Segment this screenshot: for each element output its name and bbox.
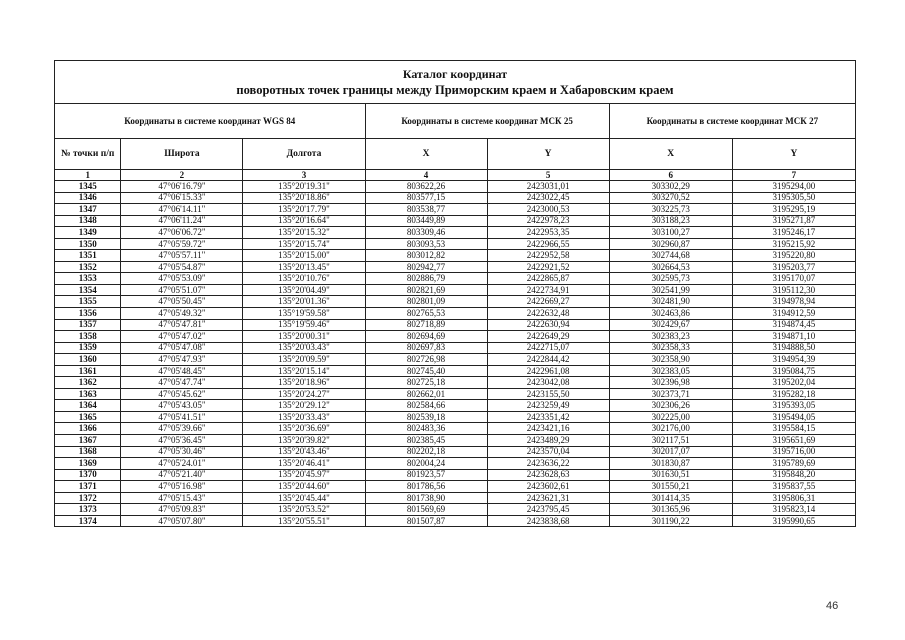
point-number-cell: 1350	[55, 238, 121, 250]
column-header-longitude: Долгота	[243, 139, 365, 170]
x-msk25-cell: 801507,87	[365, 515, 487, 527]
table-row	[55, 238, 856, 250]
latitude-cell: 47°05'16.98"	[121, 481, 243, 493]
x-msk27-cell: 302225,00	[609, 411, 732, 423]
x-msk25-cell: 802584,66	[365, 400, 487, 412]
y-msk25-cell: 2422953,35	[487, 227, 609, 239]
table-row	[55, 181, 856, 193]
x-msk27-cell: 301414,35	[609, 492, 732, 504]
y-msk27-cell: 3195220,80	[732, 250, 855, 262]
longitude-cell: 135°19'59.46"	[243, 319, 365, 331]
y-msk27-cell: 3195295,19	[732, 204, 855, 216]
column-header-point-no: № точки п/п	[55, 139, 121, 170]
x-msk27-cell: 302541,99	[609, 284, 732, 296]
table-row	[55, 261, 856, 273]
latitude-cell: 47°05'47.74"	[121, 377, 243, 389]
x-msk27-cell: 302396,98	[609, 377, 732, 389]
x-msk25-cell: 801569,69	[365, 504, 487, 516]
x-msk27-cell: 302176,00	[609, 423, 732, 435]
y-msk25-cell: 2423259,49	[487, 400, 609, 412]
y-msk25-cell: 2423022,45	[487, 192, 609, 204]
y-msk27-cell: 3195393,05	[732, 400, 855, 412]
group-header-wgs84: Координаты в системе координат WGS 84	[55, 104, 366, 139]
longitude-cell: 135°20'43.46"	[243, 446, 365, 458]
column-header-y-msk27: Y	[732, 139, 855, 170]
latitude-cell: 47°05'47.81"	[121, 319, 243, 331]
longitude-cell: 135°20'16.64"	[243, 215, 365, 227]
point-number-cell: 1373	[55, 504, 121, 516]
x-msk25-cell: 802801,09	[365, 296, 487, 308]
y-msk25-cell: 2422921,52	[487, 261, 609, 273]
point-number-cell: 1355	[55, 296, 121, 308]
y-msk27-cell: 3195716,00	[732, 446, 855, 458]
longitude-cell: 135°20'18.96"	[243, 377, 365, 389]
longitude-cell: 135°20'17.79"	[243, 204, 365, 216]
point-number-cell: 1357	[55, 319, 121, 331]
y-msk27-cell: 3194871,10	[732, 331, 855, 343]
table-row	[55, 192, 856, 204]
x-msk27-cell: 303188,23	[609, 215, 732, 227]
x-msk25-cell: 802662,01	[365, 388, 487, 400]
x-msk25-cell: 802385,45	[365, 435, 487, 447]
y-msk27-cell: 3194954,39	[732, 354, 855, 366]
y-msk27-cell: 3195294,00	[732, 181, 855, 193]
x-msk27-cell: 302383,05	[609, 365, 732, 377]
y-msk27-cell: 3194888,50	[732, 342, 855, 354]
table-row	[55, 458, 856, 470]
column-header-y-msk25: Y	[487, 139, 609, 170]
x-msk25-cell: 803309,46	[365, 227, 487, 239]
y-msk25-cell: 2423155,50	[487, 388, 609, 400]
longitude-cell: 135°20'15.14"	[243, 365, 365, 377]
x-msk27-cell: 302373,71	[609, 388, 732, 400]
table-body	[55, 181, 856, 527]
x-msk27-cell: 303302,29	[609, 181, 732, 193]
x-msk27-cell: 302383,23	[609, 331, 732, 343]
y-msk27-cell: 3195651,69	[732, 435, 855, 447]
latitude-cell: 47°05'15.43"	[121, 492, 243, 504]
point-number-cell: 1354	[55, 284, 121, 296]
x-msk27-cell: 301190,22	[609, 515, 732, 527]
point-number-cell: 1348	[55, 215, 121, 227]
point-number-cell: 1371	[55, 481, 121, 493]
table-title-cell	[55, 61, 856, 104]
y-msk27-cell: 3195112,30	[732, 284, 855, 296]
x-msk27-cell: 301630,51	[609, 469, 732, 481]
x-msk27-cell: 301550,21	[609, 481, 732, 493]
x-msk25-cell: 801738,90	[365, 492, 487, 504]
point-number-cell: 1362	[55, 377, 121, 389]
latitude-cell: 47°06'15.33"	[121, 192, 243, 204]
longitude-cell: 135°20'46.41"	[243, 458, 365, 470]
point-number-cell: 1369	[55, 458, 121, 470]
x-msk27-cell: 303100,27	[609, 227, 732, 239]
latitude-cell: 47°05'36.45"	[121, 435, 243, 447]
longitude-cell: 135°20'53.52"	[243, 504, 365, 516]
table-row	[55, 331, 856, 343]
latitude-cell: 47°06'11.24"	[121, 215, 243, 227]
table-row	[55, 365, 856, 377]
latitude-cell: 47°05'47.08"	[121, 342, 243, 354]
longitude-cell: 135°20'15.32"	[243, 227, 365, 239]
x-msk25-cell: 802725,18	[365, 377, 487, 389]
longitude-cell: 135°20'18.86"	[243, 192, 365, 204]
x-msk27-cell: 302481,90	[609, 296, 732, 308]
y-msk27-cell: 3195271,87	[732, 215, 855, 227]
x-msk27-cell: 303225,73	[609, 204, 732, 216]
x-msk25-cell: 803093,53	[365, 238, 487, 250]
y-msk25-cell: 2422978,23	[487, 215, 609, 227]
y-msk27-cell: 3195806,31	[732, 492, 855, 504]
longitude-cell: 135°20'09.59"	[243, 354, 365, 366]
group-header-msk27: Координаты в системе координат МСК 27	[609, 104, 855, 139]
y-msk27-cell: 3195305,50	[732, 192, 855, 204]
point-number-cell: 1360	[55, 354, 121, 366]
latitude-cell: 47°05'59.72"	[121, 238, 243, 250]
x-msk25-cell: 802718,89	[365, 319, 487, 331]
latitude-cell: 47°05'24.01"	[121, 458, 243, 470]
x-msk27-cell: 302358,33	[609, 342, 732, 354]
point-number-cell: 1345	[55, 181, 121, 193]
column-header-x-msk25: X	[365, 139, 487, 170]
longitude-cell: 135°20'13.45"	[243, 261, 365, 273]
point-number-cell: 1364	[55, 400, 121, 412]
latitude-cell: 47°05'53.09"	[121, 273, 243, 285]
table-row	[55, 284, 856, 296]
y-msk27-cell: 3195848,20	[732, 469, 855, 481]
y-msk27-cell: 3195084,75	[732, 365, 855, 377]
longitude-cell: 135°20'45.97"	[243, 469, 365, 481]
y-msk27-cell: 3195246,17	[732, 227, 855, 239]
y-msk27-cell: 3195215,92	[732, 238, 855, 250]
longitude-cell: 135°20'00.31"	[243, 331, 365, 343]
point-number-cell: 1349	[55, 227, 121, 239]
group-header-msk25: Координаты в системе координат МСК 25	[365, 104, 609, 139]
y-msk27-cell: 3195990,65	[732, 515, 855, 527]
y-msk25-cell: 2423838,68	[487, 515, 609, 527]
x-msk27-cell: 302960,87	[609, 238, 732, 250]
point-number-cell: 1353	[55, 273, 121, 285]
point-number-cell: 1351	[55, 250, 121, 262]
table-row	[55, 435, 856, 447]
latitude-cell: 47°06'16.79"	[121, 181, 243, 193]
latitude-cell: 47°05'09.83"	[121, 504, 243, 516]
column-number: 3	[243, 170, 365, 181]
point-number-cell: 1359	[55, 342, 121, 354]
x-msk27-cell: 302358,90	[609, 354, 732, 366]
latitude-cell: 47°05'07.80"	[121, 515, 243, 527]
point-number-cell: 1372	[55, 492, 121, 504]
table-row	[55, 446, 856, 458]
point-number-cell: 1356	[55, 308, 121, 320]
point-number-cell: 1365	[55, 411, 121, 423]
point-number-cell: 1352	[55, 261, 121, 273]
longitude-cell: 135°20'55.51"	[243, 515, 365, 527]
point-number-cell: 1367	[55, 435, 121, 447]
y-msk27-cell: 3195837,55	[732, 481, 855, 493]
longitude-cell: 135°20'39.82"	[243, 435, 365, 447]
y-msk25-cell: 2423351,42	[487, 411, 609, 423]
y-msk25-cell: 2422632,48	[487, 308, 609, 320]
y-msk25-cell: 2422961,08	[487, 365, 609, 377]
longitude-cell: 135°20'36.69"	[243, 423, 365, 435]
longitude-cell: 135°20'24.27"	[243, 388, 365, 400]
table-row	[55, 204, 856, 216]
table-row	[55, 515, 856, 527]
longitude-cell: 135°20'10.76"	[243, 273, 365, 285]
page-number: 46	[826, 600, 839, 612]
latitude-cell: 47°05'51.07"	[121, 284, 243, 296]
table-row	[55, 411, 856, 423]
y-msk27-cell: 3194912,59	[732, 308, 855, 320]
column-number: 1	[55, 170, 121, 181]
coordinate-table	[54, 60, 856, 527]
x-msk25-cell: 803538,77	[365, 204, 487, 216]
point-number-cell: 1374	[55, 515, 121, 527]
x-msk25-cell: 802726,98	[365, 354, 487, 366]
table-row	[55, 227, 856, 239]
y-msk27-cell: 3195823,14	[732, 504, 855, 516]
table-row	[55, 423, 856, 435]
longitude-cell: 135°20'45.44"	[243, 492, 365, 504]
x-msk27-cell: 302664,53	[609, 261, 732, 273]
x-msk25-cell: 802697,83	[365, 342, 487, 354]
x-msk27-cell: 302429,67	[609, 319, 732, 331]
x-msk25-cell: 802483,36	[365, 423, 487, 435]
x-msk25-cell: 803622,26	[365, 181, 487, 193]
table-row	[55, 469, 856, 481]
x-msk25-cell: 802004,24	[365, 458, 487, 470]
table-row	[55, 354, 856, 366]
latitude-cell: 47°05'45.62"	[121, 388, 243, 400]
table-row	[55, 250, 856, 262]
latitude-cell: 47°05'47.93"	[121, 354, 243, 366]
x-msk25-cell: 802539,18	[365, 411, 487, 423]
y-msk25-cell: 2423795,45	[487, 504, 609, 516]
latitude-cell: 47°05'30.46"	[121, 446, 243, 458]
table-row	[55, 296, 856, 308]
y-msk25-cell: 2423489,29	[487, 435, 609, 447]
x-msk27-cell: 302306,26	[609, 400, 732, 412]
table-row	[55, 342, 856, 354]
latitude-cell: 47°05'54.87"	[121, 261, 243, 273]
latitude-cell: 47°05'39.66"	[121, 423, 243, 435]
y-msk25-cell: 2423636,22	[487, 458, 609, 470]
x-msk27-cell: 302463,86	[609, 308, 732, 320]
column-number: 4	[365, 170, 487, 181]
column-number: 6	[609, 170, 732, 181]
longitude-cell: 135°20'01.36"	[243, 296, 365, 308]
x-msk25-cell: 803449,89	[365, 215, 487, 227]
latitude-cell: 47°05'21.40"	[121, 469, 243, 481]
point-number-cell: 1368	[55, 446, 121, 458]
x-msk27-cell: 301365,96	[609, 504, 732, 516]
point-number-cell: 1346	[55, 192, 121, 204]
latitude-cell: 47°05'48.45"	[121, 365, 243, 377]
column-header-latitude: Широта	[121, 139, 243, 170]
x-msk25-cell: 802942,77	[365, 261, 487, 273]
longitude-cell: 135°20'03.43"	[243, 342, 365, 354]
column-number: 2	[121, 170, 243, 181]
y-msk27-cell: 3195170,07	[732, 273, 855, 285]
x-msk25-cell: 801786,56	[365, 481, 487, 493]
latitude-cell: 47°05'47.02"	[121, 331, 243, 343]
latitude-cell: 47°06'06.72"	[121, 227, 243, 239]
x-msk27-cell: 302595,73	[609, 273, 732, 285]
y-msk25-cell: 2422669,27	[487, 296, 609, 308]
x-msk25-cell: 803012,82	[365, 250, 487, 262]
y-msk25-cell: 2423570,04	[487, 446, 609, 458]
x-msk25-cell: 802745,40	[365, 365, 487, 377]
longitude-cell: 135°20'29.12"	[243, 400, 365, 412]
latitude-cell: 47°06'14.11"	[121, 204, 243, 216]
column-number: 7	[732, 170, 855, 181]
table-row	[55, 215, 856, 227]
longitude-cell: 135°20'04.49"	[243, 284, 365, 296]
x-msk25-cell: 802886,79	[365, 273, 487, 285]
y-msk25-cell: 2422952,58	[487, 250, 609, 262]
x-msk25-cell: 802694,69	[365, 331, 487, 343]
y-msk25-cell: 2423000,53	[487, 204, 609, 216]
table-row	[55, 492, 856, 504]
x-msk25-cell: 803577,15	[365, 192, 487, 204]
x-msk25-cell: 802202,18	[365, 446, 487, 458]
table-row	[55, 308, 856, 320]
point-number-cell: 1366	[55, 423, 121, 435]
column-number: 5	[487, 170, 609, 181]
x-msk27-cell: 302117,51	[609, 435, 732, 447]
y-msk25-cell: 2423031,01	[487, 181, 609, 193]
y-msk25-cell: 2422844,42	[487, 354, 609, 366]
catalog-title: Каталог координат	[402, 67, 508, 81]
table-row	[55, 273, 856, 285]
y-msk27-cell: 3195202,04	[732, 377, 855, 389]
y-msk25-cell: 2422966,55	[487, 238, 609, 250]
y-msk25-cell: 2423628,63	[487, 469, 609, 481]
table-row	[55, 481, 856, 493]
y-msk25-cell: 2422865,87	[487, 273, 609, 285]
point-number-cell: 1347	[55, 204, 121, 216]
longitude-cell: 135°20'33.43"	[243, 411, 365, 423]
x-msk27-cell: 301830,87	[609, 458, 732, 470]
coordinate-catalog-sheet	[54, 60, 856, 527]
x-msk27-cell: 303270,52	[609, 192, 732, 204]
table-row	[55, 400, 856, 412]
latitude-cell: 47°05'49.32"	[121, 308, 243, 320]
latitude-cell: 47°05'57.11"	[121, 250, 243, 262]
longitude-cell: 135°20'15.74"	[243, 238, 365, 250]
y-msk25-cell: 2422715,07	[487, 342, 609, 354]
table-row	[55, 377, 856, 389]
y-msk27-cell: 3194978,94	[732, 296, 855, 308]
x-msk27-cell: 302744,68	[609, 250, 732, 262]
latitude-cell: 47°05'50.45"	[121, 296, 243, 308]
table-row	[55, 504, 856, 516]
point-number-cell: 1370	[55, 469, 121, 481]
latitude-cell: 47°05'41.51"	[121, 411, 243, 423]
point-number-cell: 1361	[55, 365, 121, 377]
y-msk25-cell: 2423621,31	[487, 492, 609, 504]
longitude-cell: 135°20'15.00"	[243, 250, 365, 262]
table-row	[55, 388, 856, 400]
x-msk25-cell: 801923,57	[365, 469, 487, 481]
y-msk25-cell: 2423602,61	[487, 481, 609, 493]
latitude-cell: 47°05'43.05"	[121, 400, 243, 412]
longitude-cell: 135°20'19.31"	[243, 181, 365, 193]
catalog-subtitle: поворотных точек границы между Приморским краем и Хабаровским краем	[236, 83, 674, 97]
y-msk27-cell: 3195203,77	[732, 261, 855, 273]
y-msk27-cell: 3195494,05	[732, 411, 855, 423]
y-msk25-cell: 2422630,94	[487, 319, 609, 331]
y-msk27-cell: 3195282,18	[732, 388, 855, 400]
y-msk27-cell: 3195789,69	[732, 458, 855, 470]
point-number-cell: 1363	[55, 388, 121, 400]
point-number-cell: 1358	[55, 331, 121, 343]
x-msk25-cell: 802821,69	[365, 284, 487, 296]
y-msk25-cell: 2422734,91	[487, 284, 609, 296]
table-row	[55, 319, 856, 331]
y-msk27-cell: 3194874,45	[732, 319, 855, 331]
y-msk25-cell: 2423042,08	[487, 377, 609, 389]
x-msk25-cell: 802765,53	[365, 308, 487, 320]
y-msk25-cell: 2422649,29	[487, 331, 609, 343]
longitude-cell: 135°20'44.60"	[243, 481, 365, 493]
y-msk27-cell: 3195584,15	[732, 423, 855, 435]
longitude-cell: 135°19'59.58"	[243, 308, 365, 320]
column-header-x-msk27: X	[609, 139, 732, 170]
x-msk27-cell: 302017,07	[609, 446, 732, 458]
y-msk25-cell: 2423421,16	[487, 423, 609, 435]
